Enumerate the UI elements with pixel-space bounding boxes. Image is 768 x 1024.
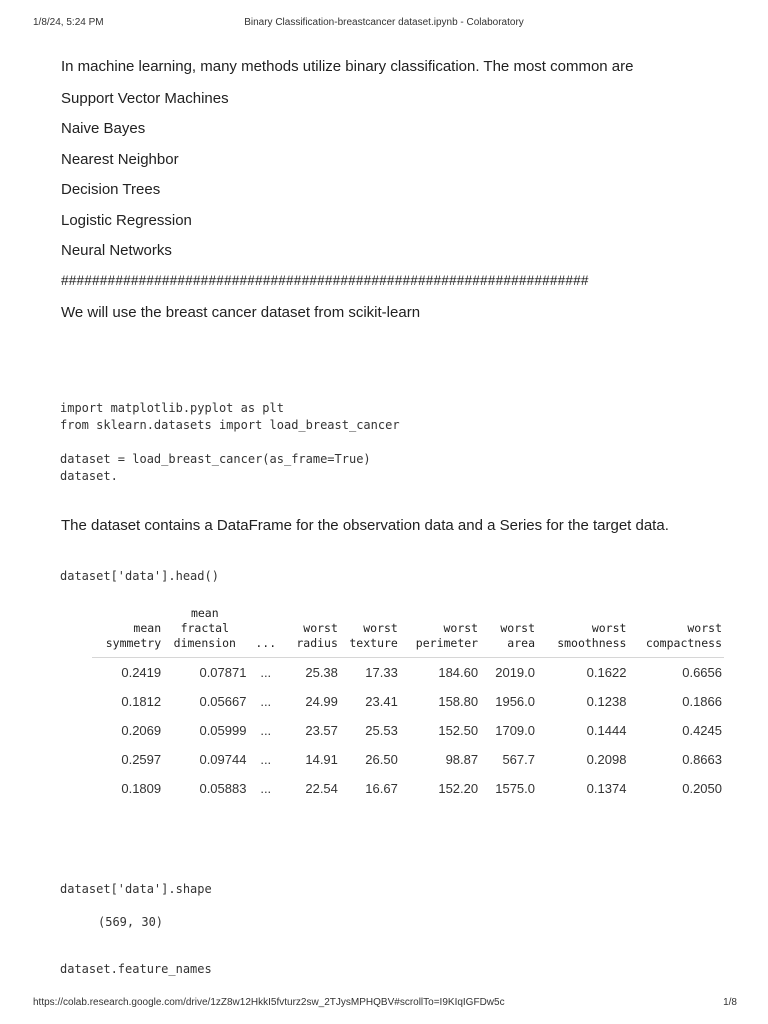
table-cell: 0.1866 <box>682 694 722 709</box>
column-header: worst radius <box>285 606 340 658</box>
hash-divider: #################################################################### <box>61 273 589 288</box>
table-cell: 0.09744 <box>199 752 247 767</box>
table-body <box>92 658 724 804</box>
table-row <box>92 774 724 803</box>
table-cell: 17.33 <box>365 665 398 680</box>
table-cell: 0.1809 <box>121 781 162 796</box>
column-header: ... <box>248 606 285 658</box>
column-header: worst compactness <box>628 606 724 658</box>
table-cell: ... <box>260 665 272 680</box>
dataframe-note-text: The dataset contains a DataFrame for the observation data and a Series for the target data. <box>61 517 669 534</box>
code-cell-feature-names[interactable]: dataset.feature_names <box>60 962 212 976</box>
page-number: 1/8 <box>723 997 737 1008</box>
table-cell: ... <box>260 752 272 767</box>
table-cell: 158.80 <box>438 694 479 709</box>
table-cell: 0.2069 <box>121 723 162 738</box>
column-header: mean fractal dimension <box>163 606 248 658</box>
table-cell: 0.2098 <box>586 752 627 767</box>
table-cell: 98.87 <box>445 752 479 767</box>
table-cell: 23.41 <box>365 694 398 709</box>
table-cell: 0.07871 <box>199 665 247 680</box>
table-cell: 0.05883 <box>199 781 247 796</box>
table-cell: 25.38 <box>305 665 338 680</box>
column-header: worst texture <box>340 606 400 658</box>
table-cell: ... <box>260 781 272 796</box>
intro-text: In machine learning, many methods utilize binary classification. The most common are <box>61 58 634 75</box>
table-cell: 0.8663 <box>682 752 722 767</box>
table-cell: ... <box>260 723 272 738</box>
table-cell: 0.1812 <box>121 694 162 709</box>
method-item-decision-trees: Decision Trees <box>61 181 161 198</box>
dataframe-output-table <box>92 606 724 803</box>
column-header: worst perimeter <box>400 606 480 658</box>
table-cell: 0.05667 <box>199 694 247 709</box>
table-cell: 184.60 <box>438 665 479 680</box>
code-cell-shape[interactable]: dataset['data'].shape <box>60 882 212 896</box>
table-cell: ... <box>260 694 272 709</box>
table-cell: 25.53 <box>365 723 398 738</box>
method-item-nearest-neighbor: Nearest Neighbor <box>61 151 179 168</box>
table-cell: 2019.0 <box>495 665 535 680</box>
table-row <box>92 687 724 716</box>
table-cell: 24.99 <box>305 694 338 709</box>
document-title: Binary Classification-breastcancer dataset.ipynb - Colaboratory <box>244 17 524 28</box>
column-header: worst smoothness <box>537 606 628 658</box>
table-cell: 0.1238 <box>586 694 627 709</box>
table-cell: 0.05999 <box>199 723 247 738</box>
table-cell: 1956.0 <box>495 694 535 709</box>
page-url: https://colab.research.google.com/drive/1zZ8w12HkkI5fvturz2sw_2TJysMPHQBV#scrollTo=I9KIqIGFDw5c <box>33 997 505 1008</box>
print-datetime: 1/8/24, 5:24 PM <box>33 17 104 28</box>
method-item-svm: Support Vector Machines <box>61 90 229 107</box>
table-cell: 0.6656 <box>682 665 722 680</box>
table-cell: 0.2597 <box>121 752 162 767</box>
table-row <box>92 716 724 745</box>
table-cell: 0.4245 <box>682 723 722 738</box>
shape-output: (569, 30) <box>98 915 164 929</box>
table-cell: 0.1444 <box>586 723 627 738</box>
method-item-neural-networks: Neural Networks <box>61 242 172 259</box>
table-cell: 0.2419 <box>121 665 162 680</box>
method-item-logistic-regression: Logistic Regression <box>61 212 192 229</box>
code-cell-head[interactable]: dataset['data'].head() <box>60 569 219 583</box>
table-cell: 152.20 <box>438 781 479 796</box>
table-cell: 0.1374 <box>586 781 627 796</box>
method-item-naive-bayes: Naive Bayes <box>61 120 146 137</box>
table-cell: 0.1622 <box>586 665 627 680</box>
code-cell-imports[interactable]: import matplotlib.pyplot as plt from sklearn.datasets import load_breast_cancer dataset = load_breast_cancer(as_frame=True) dataset. <box>60 401 400 483</box>
dataset-intro-text: We will use the breast cancer dataset from scikit-learn <box>61 304 421 321</box>
table-row <box>92 745 724 774</box>
table-row <box>92 658 724 688</box>
table-cell: 14.91 <box>305 752 338 767</box>
table-cell: 26.50 <box>365 752 398 767</box>
table-cell: 1709.0 <box>495 723 535 738</box>
table-cell: 152.50 <box>438 723 479 738</box>
table-cell: 16.67 <box>365 781 398 796</box>
table-header-row <box>92 606 724 658</box>
table-cell: 0.2050 <box>682 781 722 796</box>
column-header: worst area <box>480 606 537 658</box>
table-cell: 1575.0 <box>495 781 535 796</box>
table-cell: 22.54 <box>305 781 338 796</box>
column-header: mean symmetry <box>92 606 163 658</box>
table-cell: 23.57 <box>305 723 338 738</box>
table-cell: 567.7 <box>502 752 535 767</box>
